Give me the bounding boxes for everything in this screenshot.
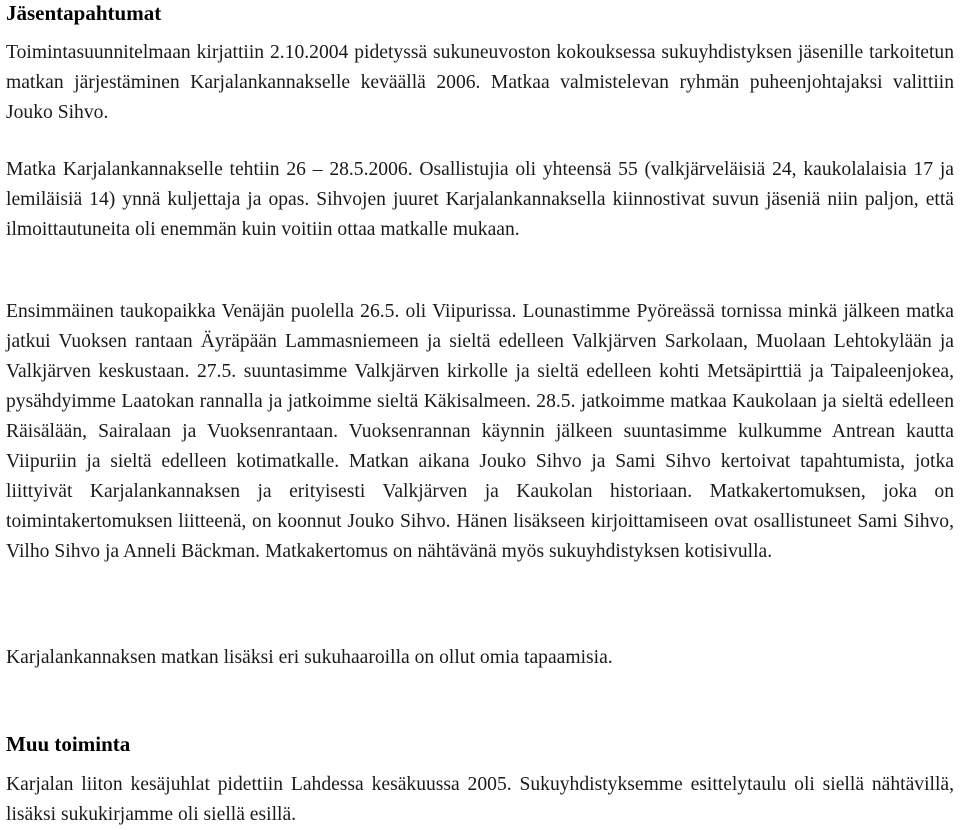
section-heading-muu-toiminta: Muu toiminta xyxy=(6,732,131,756)
paragraph-other-meetings: Karjalankannaksen matkan lisäksi eri sukuhaaroilla on ollut omia tapaamisia. xyxy=(6,647,613,668)
paragraph-trip-itinerary: Ensimmäinen taukopaikka Venäjän puolella 26.5. oli Viipurissa. Lounastimme Pyöreässä tornissa minkä jälkeen matka jatkui Vuoksen rantaan Äyräpään Lammasniemeen ja sieltä edelleen Valkjärven Sarkolaan, Muolaan Lehtokylään ja Valkjärven keskustaan. 27.5. suuntasimme Valkjärven kirkolle ja sieltä edelleen kohti Metsäpirttiä ja Taipaleenjokea, pysähdyimme Laatokan rannalla ja jatkoimme sieltä Käkisalmeen. 28.5. jatkoimme matkaa Kaukolaan ja sieltä edelleen Räisälään, Sairalaan ja Vuoksenrantaan. Vuoksenrannan käynnin jälkeen suuntasimme kulkumme Antrean kautta Viipuriin ja sieltä edelleen kotimatkalle. Matkan aikana Jouko Sihvo ja Sami Sihvo kertoivat tapahtumista, jotka liittyivät Karjalankannaksen ja erityisesti Valkjärven ja Kaukolan historiaan. Matkakertomuksen, joka on toimintakertomuksen liitteenä, on koonnut Jouko Sihvo. Hänen lisäkseen kirjoittamiseen ovat osallistuneet Sami Sihvo, Vilho Sihvo ja Anneli Bäckman. Matkakertomus on nähtävänä myös sukuyhdistyksen kotisivulla. xyxy=(6,301,954,562)
paragraph-summer-festival: Karjalan liiton kesäjuhlat pidettiin Lahdessa kesäkuussa 2005. Sukuyhdistyksemme esittelytaulu oli siellä nähtävillä, lisäksi sukukirjamme oli siellä esillä. xyxy=(6,774,954,825)
paragraph-trip-participants: Matka Karjalankannakselle tehtiin 26 – 28.5.2006. Osallistujia oli yhteensä 55 (valkjärveläisiä 24, kaukolalaisia 17 ja lemiläisiä 14) ynnä kuljettaja ja opas. Sihvojen juuret Karjalankannaksella kiinnostivat suvun jäseniä niin paljon, että ilmoittautuneita oli enemmän kuin voitiin ottaa matkalle mukaan. xyxy=(6,159,954,240)
paragraph-travel-planning: Toimintasuunnitelmaan kirjattiin 2.10.2004 pidetyssä sukuneuvoston kokouksessa sukuyhdistyksen jäsenille tarkoitetun matkan järjestäminen Karjalankannakselle keväällä 2006. Matkaa valmistelevan ryhmän puheenjohtajaksi valittiin Jouko Sihvo. xyxy=(6,42,954,123)
section-heading-jasentapahtumat: Jäsentapahtumat xyxy=(6,1,162,25)
